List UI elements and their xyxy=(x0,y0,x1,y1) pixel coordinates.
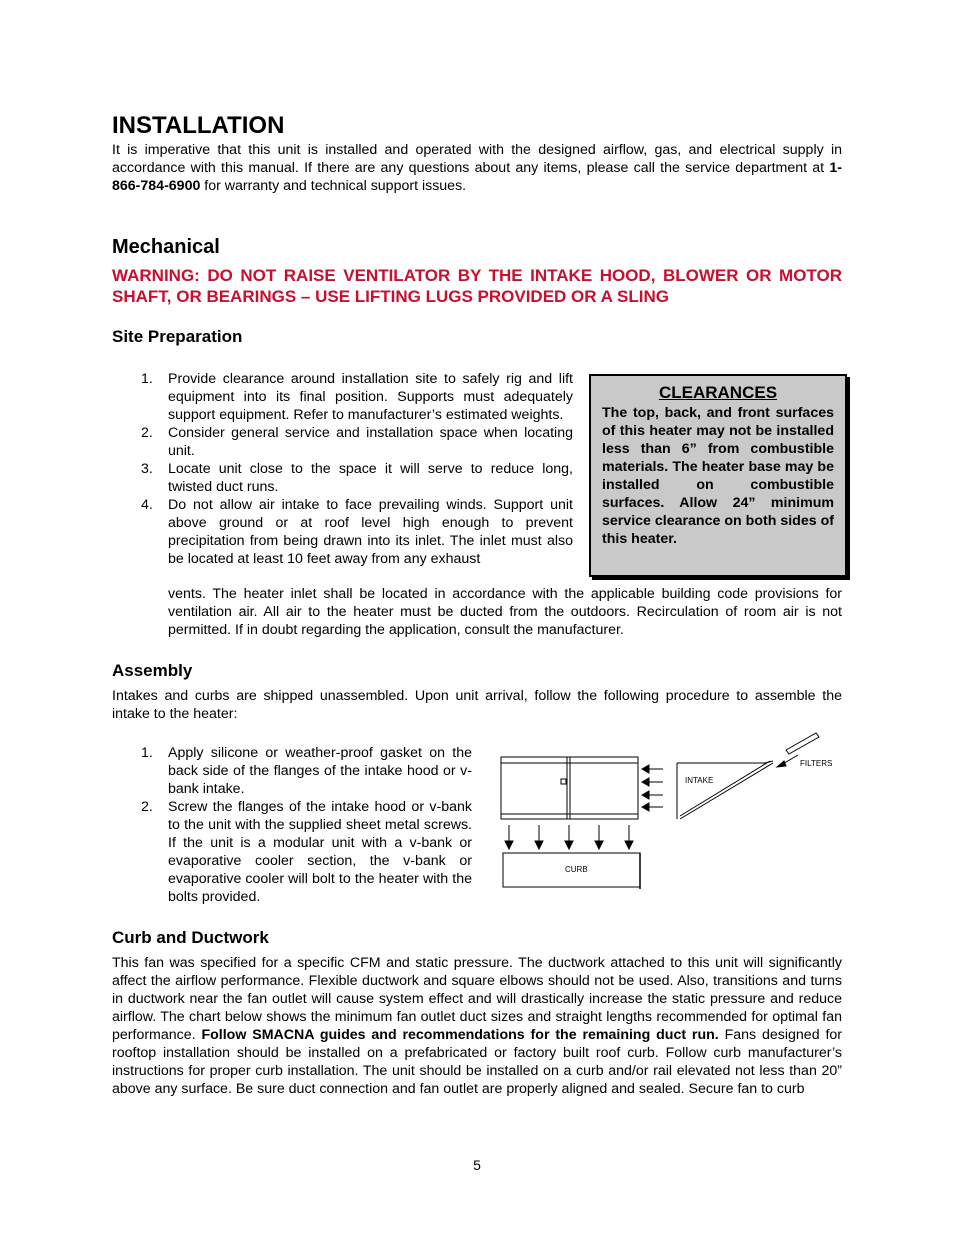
airflow-in-arrows xyxy=(642,765,663,811)
site-prep-list xyxy=(112,370,573,568)
list-number: 1. xyxy=(141,745,153,761)
curb-label: CURB xyxy=(565,865,588,874)
list-item-continued: vents. The heater inlet shall be located in accordance with the applicable building code provisions for ventilation air. All air to the heater must be ducted from the outdoors. Recirculation of room air is not permitted. If in doubt regarding the application, consult the manufacturer. xyxy=(168,586,842,638)
list-item xyxy=(112,370,573,424)
list-item xyxy=(112,744,472,798)
page-title: INSTALLATION xyxy=(112,112,285,139)
intro-text-end: for warranty and technical support issues. xyxy=(200,178,467,194)
mechanical-heading: Mechanical xyxy=(112,236,220,258)
page-number: 5 xyxy=(473,1157,481,1173)
filters-label: FILTERS xyxy=(800,759,833,768)
list-number: 2. xyxy=(141,425,153,441)
curb-text-start: This fan was specified for a specific CFM and static pressure. The ductwork attached to this unit will significantly affect the airflow performance. Flexible ductwork and square elbows should not be used. Also, transitions and turns in ductwork near the fan outlet will cause system effect and will drastically increase the static pressure and reduce airflow. The chart below shows the minimum fan outlet duct sizes and straight lengths recommended for optimal fan performance. xyxy=(112,955,842,1043)
list-number: 2. xyxy=(141,799,153,815)
intro-text-start: It is imperative that this unit is installed and operated with the designed airflow, gas, and electrical supply in accordance with this manual. If there are any questions about any items, please call the service department at xyxy=(112,142,842,176)
site-prep-heading: Site Preparation xyxy=(112,327,243,346)
list-item xyxy=(112,424,573,460)
airflow-down-arrows xyxy=(505,825,633,849)
intake-label: INTAKE xyxy=(685,776,714,785)
smacna-note: Follow SMACNA guides and recommendations for the remaining duct run. xyxy=(201,1027,719,1043)
list-text: Screw the flanges of the intake hood or v-bank to the unit with the supplied sheet metal screws. If the unit is a modular unit with a v-bank or evaporative cooler section, the v-bank or evaporative cooler will bolt to the heater with the bolts provided. xyxy=(168,799,472,905)
clearances-title: CLEARANCES xyxy=(658,383,778,402)
list-text: Provide clearance around installation site to safely rig and lift equipment into its final position. Supports must adequately support equipment. Refer to manufacturer’s estimated weights. xyxy=(168,371,573,423)
curb-ductwork-heading: Curb and Ductwork xyxy=(112,928,269,947)
list-item xyxy=(112,496,573,568)
lifting-warning: WARNING: DO NOT RAISE VENTILATOR BY THE INTAKE HOOD, BLOWER OR MOTOR SHAFT, OR BEARINGS – USE LIFTING LUGS PROVIDED OR A SLING xyxy=(112,266,842,306)
assembly-intro: Intakes and curbs are shipped unassembled. Upon unit arrival, follow the following procedure to assemble the intake to the heater: xyxy=(112,688,842,722)
assembly-heading: Assembly xyxy=(112,661,193,680)
list-text: Locate unit close to the space it will serve to reduce long, twisted duct runs. xyxy=(168,461,573,495)
intake-hood-drawing xyxy=(677,761,773,819)
clearances-body: The top, back, and front surfaces of this heater may not be installed less than 6” from combustible materials. The heater base may be installed on combustible surfaces. Allow 24” minimum service clearance on both sides of this heater. xyxy=(602,405,834,547)
intake-assembly-diagram xyxy=(495,725,840,895)
list-number: 3. xyxy=(141,461,153,477)
clearances-box xyxy=(589,374,847,577)
list-text: Apply silicone or weather-proof gasket on the back side of the flanges of the intake hood or v-bank intake. xyxy=(168,745,472,797)
list-text: Consider general service and installation space when locating unit. xyxy=(168,425,573,459)
intro-paragraph xyxy=(112,141,842,195)
list-number: 4. xyxy=(141,497,153,513)
list-item xyxy=(112,798,472,906)
curb-ductwork-paragraph xyxy=(112,954,842,1098)
curb-text-end: Fans designed for rooftop installation should be installed on a prefabricated or factory built roof curb. Follow curb manufacturer’s instructions for proper curb installation. The unit should be installed on a curb and/or rail elevated not less than 20” above any surface. Be sure duct connection and fan outlet are properly aligned and sealed. Secure fan to curb xyxy=(112,1027,843,1097)
assembly-list xyxy=(112,744,472,906)
list-text: Do not allow air intake to face prevailing winds. Support unit above ground or at roof level high enough to prevent precipitation from being drawn into its inlet. The inlet must also be located at least 10 feet away from any exhaust xyxy=(168,497,573,567)
list-number: 1. xyxy=(141,371,153,387)
list-item xyxy=(112,460,573,496)
service-phone: 1-866-784-6900 xyxy=(112,160,842,194)
